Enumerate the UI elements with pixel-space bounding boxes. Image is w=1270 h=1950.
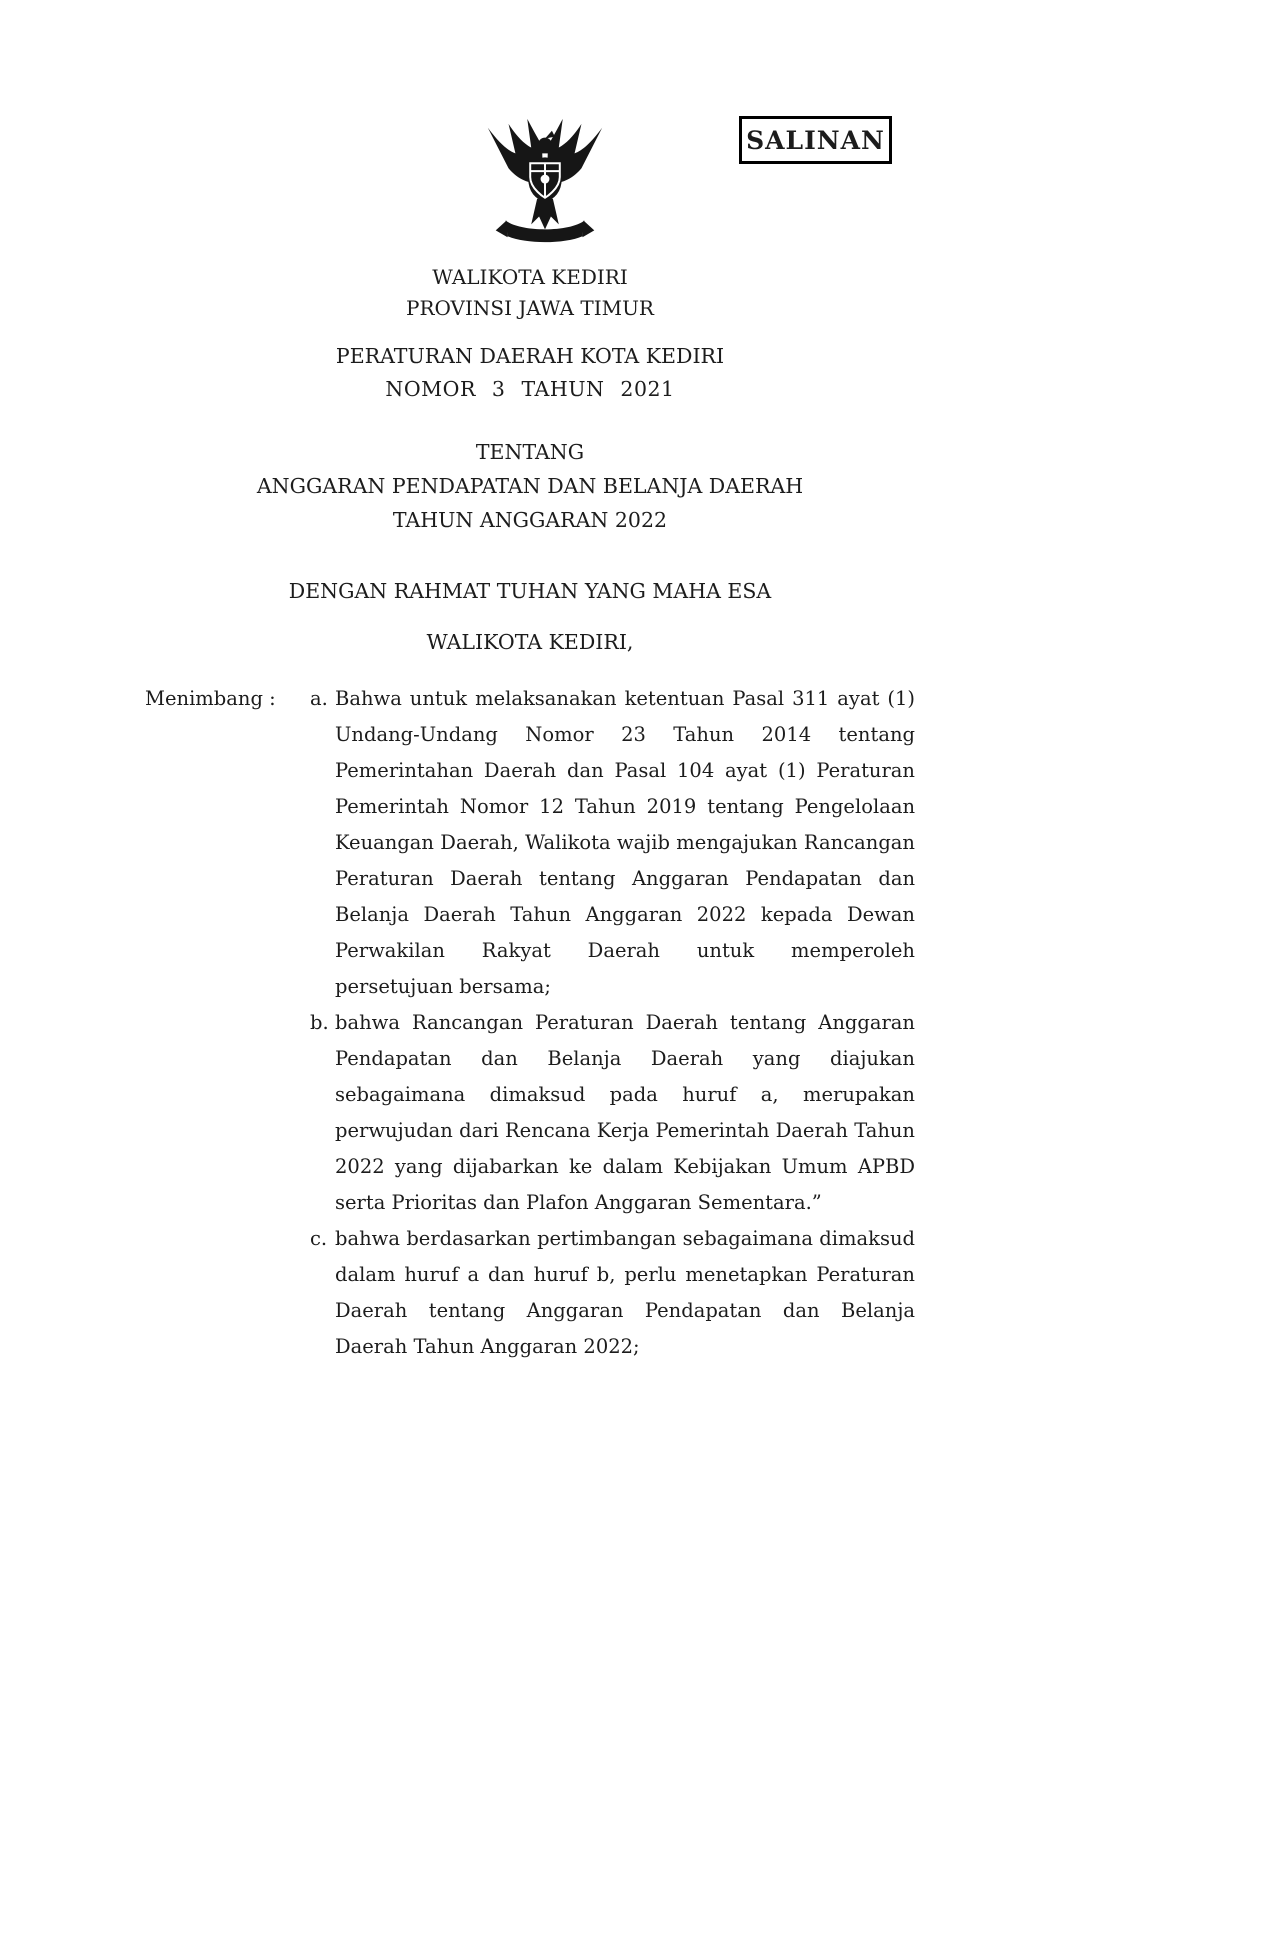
subject-line2: TAHUN ANGGARAN 2022 [392,508,668,532]
subject-line1: ANGGARAN PENDAPATAN DAN BELANJA DAERAH [256,474,804,498]
salinan-stamp-label: SALINAN [746,125,885,155]
item-text: bahwa Rancangan Peraturan Daerah tentang Anggaran Pendapatan dan Belanja Daerah yang diajukan sebagaimana dimaksud pada huruf a, merupakan perwujudan dari Rencana Kerja Pemerintah Daerah Tahun 2022 yang dijabarkan ke dalam Kebijakan Umum APBD serta Prioritas dan Plafon Anggaran Sementara.” [335,1011,915,1214]
menimbang-label: Menimbang : [145,687,276,710]
item-marker: c. [310,1227,328,1250]
considering-item-b [310,1005,915,1221]
considering-item-c [310,1221,915,1365]
invocation-line: DENGAN RAHMAT TUHAN YANG MAHA ESA [288,579,772,603]
regulation-title: PERATURAN DAERAH KOTA KEDIRI [335,344,725,368]
considering-section [145,681,915,1365]
considering-items [310,681,915,1365]
item-text: Bahwa untuk melaksanakan ketentuan Pasal 311 ayat (1) Undang-Undang Nomor 23 Tahun 2014 tentang Pemerintahan Daerah dan Pasal 104 ayat (1) Peraturan Pemerintah Nomor 12 Tahun 2019 tentang Pengelolaan Keuangan Daerah, Walikota wajib mengajukan Rancangan Peraturan Daerah tentang Anggaran Pendapatan dan Belanja Daerah Tahun Anggaran 2022 kepada Dewan Perwakilan Rakyat Daerah untuk memperoleh persetujuan bersama; [335,687,915,998]
document-content [145,0,915,1365]
considering-item-a [310,681,915,1005]
letterhead-org: WALIKOTA KEDIRI [432,265,628,289]
regulation-number: NOMOR 3 TAHUN 2021 [385,377,675,401]
regulation-title-block [145,340,915,406]
item-text: bahwa berdasarkan pertimbangan sebagaimana dimaksud dalam huruf a dan huruf b, perlu menetapkan Peraturan Daerah tentang Anggaran Pendapatan dan Belanja Daerah Tahun Anggaran 2022; [335,1227,915,1358]
letterhead-province: PROVINSI JAWA TIMUR [405,296,654,320]
item-marker: a. [310,687,328,710]
letterhead [145,0,915,324]
item-marker: b. [310,1011,329,1034]
issuer-line: WALIKOTA KEDIRI, [426,630,634,654]
regulation-subject-block [145,435,915,537]
about-label: TENTANG [475,440,585,464]
